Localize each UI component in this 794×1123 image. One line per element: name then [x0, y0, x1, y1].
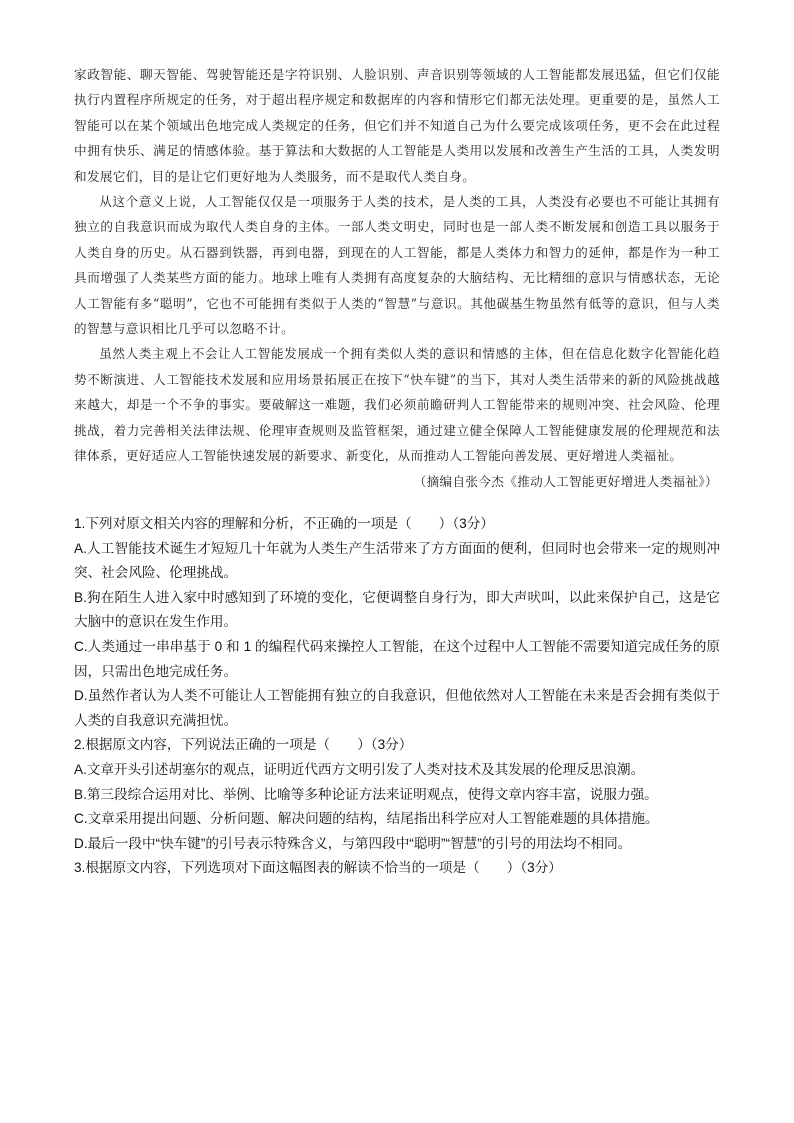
passage-paragraph-2: 从这个意义上说，人工智能仅仅是一项服务于人类的技术，是人类的工具，人类没有必要也不可能让其拥有独立的自我意识而成为取代人类自身的主体。一部人类文明史，同时也是一部人类不断发展和创造工具以服务于人类自身的历史。从石器到铁器，再到电器，到现在的人工智能，都是人类体力和智力的延伸，都是作为一种工具而增强了人类某些方面的能力。地球上唯有人类拥有高度复杂的大脑结构、无比精细的意识与情感状态，无论人工智能有多“聪明”，它也不可能拥有类似于人类的“智慧”与意识。其他碳基生物虽然有低等的意识，但与人类的智慧与意识相比几乎可以忽略不计。 [74, 194, 720, 337]
question-3-stem: 3.根据原文内容，下列选项对下面这幅图表的解读不恰当的一项是（ ）（3分） [74, 860, 562, 876]
question-1-stem: 1.下列对原文相关内容的理解和分析，不正确的一项是（ ）（3分） [74, 516, 494, 531]
question-2-stem: 2.根据原文内容，下列说法正确的一项是（ ）（3分） [74, 737, 413, 753]
question-2-option-d: D.最后一段中“快车键”的引号表示特殊含义，与第四段中“聪明”“智慧”的引号的用法均不相同。 [74, 835, 632, 851]
question-1-option-d: D.虽然作者认为人类不可能让人工智能拥有独立的自我意识，但他依然对人工智能在未来是否会拥有类似于人类的自我意识充满担忧。 [74, 688, 720, 728]
question-2-option-a: A.文章开头引述胡塞尔的观点，证明近代西方文明引发了人类对技术及其发展的伦理反思浪潮。 [74, 761, 645, 777]
passage-paragraph-3: 虽然人类主观上不会让人工智能发展成一个拥有类似人类的意识和情感的主体，但在信息化数字化智能化趋势不断演进、人工智能技术发展和应用场景拓展正在按下“快车键”的当下，其对人类生活带来的新的风险挑战越来越大，却是一个不争的事实。要破解这一难题，我们必须前瞻研判人工智能带来的规则冲突、社会风险、伦理挑战，着力完善相关法律法规、伦理审查规则及监管框架，通过建立健全保障人工智能健康发展的伦理规范和法律体系，更好适应人工智能快速发展的新要求、新变化，从而推动人工智能向善发展、更好增进人类福祉。 [74, 346, 720, 464]
question-1-option-b: B.狗在陌生人进入家中时感知到了环境的变化，它便调整自身行为，即大声吠叫，以此来保护自己，这是它大脑中的意识在发生作用。 [74, 589, 720, 630]
passage-paragraph-1: 家政智能、聊天智能、驾驶智能还是字符识别、人脸识别、声音识别等领域的人工智能都发展迅猛，但它们仅能执行内置程序所规定的任务，对于超出程序规定和数据库的内容和情形它们都无法处理。更重要的是，虽然人工智能可以在某个领域出色地完成人类规定的任务，但它们并不知道自己为什么要完成该项任务，更不会在此过程中拥有快乐、满足的情感体验。基于算法和大数据的人工智能是人类用以发展和改善生产生活的工具，人类发明和发展它们，目的是让它们更好地为人类服务，而不是取代人类自身。 [74, 67, 720, 184]
question-list [74, 512, 720, 881]
question-2-option-c: C.文章采用提出问题、分析问题、解决问题的结构，结尾指出科学应对人工智能难题的具体措施。 [74, 811, 659, 827]
question-2-option-b: B.第三段综合运用对比、举例、比喻等多种论证方法来证明观点，使得文章内容丰富，说服力强。 [74, 786, 658, 802]
question-1-option-a: A.人工智能技术诞生才短短几十年就为人类生产生活带来了方方面面的便利，但同时也会带来一定的规则冲突、社会风险、伦理挑战。 [74, 540, 720, 581]
reading-passage [74, 62, 720, 494]
passage-source: （摘编自张今杰《推动人工智能更好增进人类福祉》） [413, 473, 718, 489]
question-1-option-c: C.人类通过一串串基于 0 和 1 的编程代码来操控人工智能，在这个过程中人工智能不需要知道完成任务的原因，只需出色地完成任务。 [74, 638, 720, 679]
